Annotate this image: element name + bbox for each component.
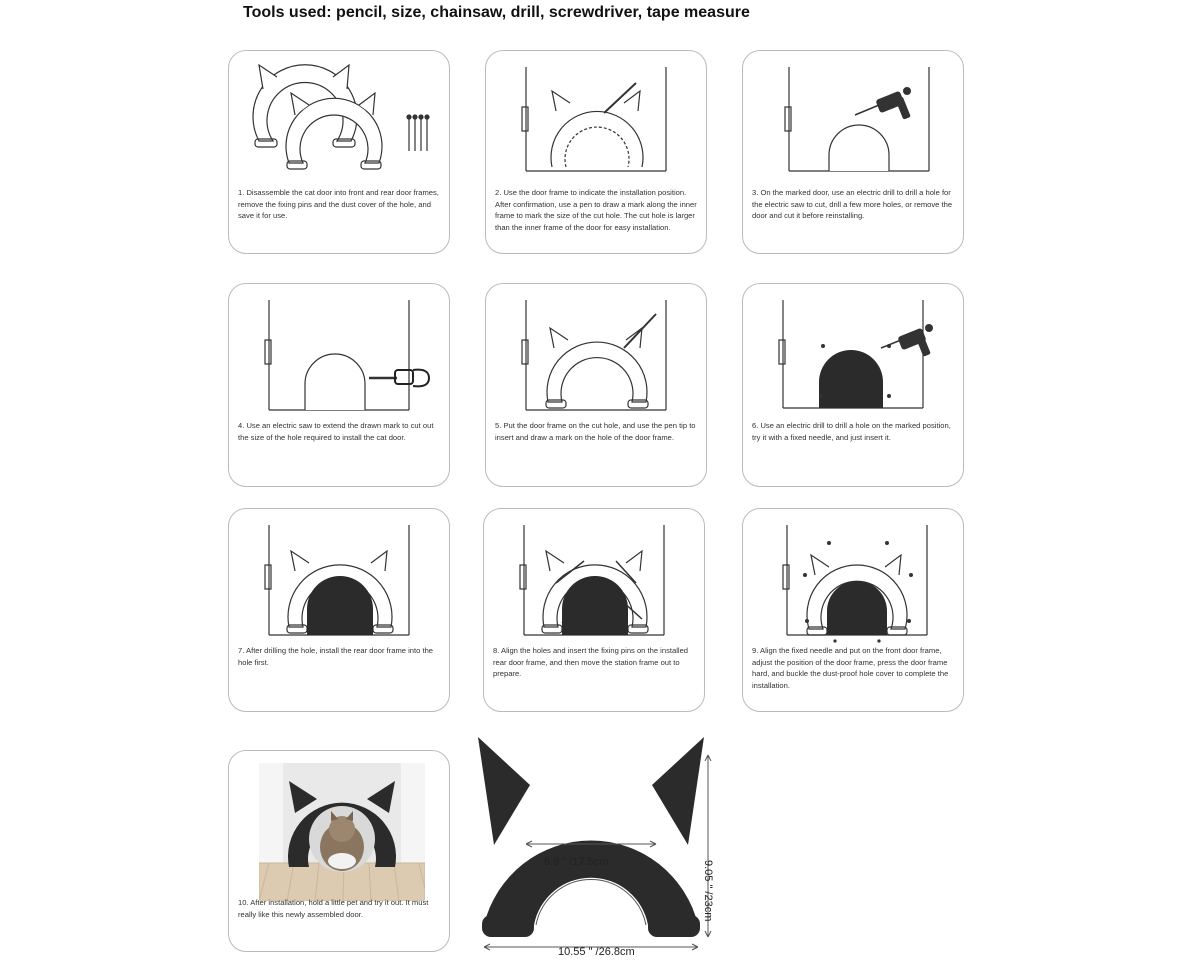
step-caption: 10. After installation, hold a little pet and try it out. It must really like this newly assembled door.: [238, 898, 429, 919]
step-caption: 7. After drilling the hole, install the rear door frame into the hole first.: [238, 646, 434, 667]
width-label: 10.55 " /26.8cm: [558, 946, 635, 958]
fixing-pins-illustration: [484, 509, 706, 649]
step-caption: 2. Use the door frame to indicate the installation position. After confirmation, use a pen to draw a mark along the inner frame to mark the size of the cut hole. The cut hole is larger than the inner frame of the door for easy installation.: [495, 188, 697, 232]
rear-frame-illustration: [229, 509, 451, 649]
step-card-2: [485, 50, 707, 254]
step-card-7: [228, 508, 450, 712]
product-dimension-drawing: [470, 725, 730, 965]
step-card-5: [485, 283, 707, 487]
frames-and-pins-illustration: [229, 51, 451, 191]
frame-mark-illustration: [486, 284, 708, 424]
front-frame-illustration: [743, 509, 965, 649]
installed-door-photo: [259, 763, 425, 901]
step-card-9: [742, 508, 964, 712]
step-card-1: [228, 50, 450, 254]
drilling-illustration: [743, 51, 965, 191]
step-caption: 5. Put the door frame on the cut hole, and use the pen tip to insert and draw a mark on the hole of the door frame.: [495, 421, 696, 442]
step-card-3: [742, 50, 964, 254]
pin-hole-illustration: [743, 284, 965, 424]
sawing-illustration: [229, 284, 451, 424]
height-label: 9.05 " /23cm: [702, 860, 714, 922]
step-caption: 6. Use an electric drill to drill a hole on the marked position, try it with a fixed needle, and just insert it.: [752, 421, 951, 442]
step-card-8: [483, 508, 705, 712]
step-card-6: [742, 283, 964, 487]
inner-width-label: 6.9 " /17.5cm: [544, 856, 609, 868]
page-title: Tools used: pencil, size, chainsaw, drill, screwdriver, tape measure: [243, 4, 750, 21]
step-caption: 3. On the marked door, use an electric drill to drill a hole for the electric saw to cut, drill a few more holes, or remove the door and cut it before reinstalling.: [752, 188, 953, 221]
step-caption: 8. Align the holes and insert the fixing pins on the installed rear door frame, and then move the station frame out to prepare.: [493, 646, 689, 679]
marking-illustration: [486, 51, 708, 191]
step-caption: 9. Align the fixed needle and put on the front door frame, adjust the position of the door frame, press the door frame hard, and buckle the dust-proof hole cover to complete the installation.: [752, 646, 949, 690]
step-caption: 4. Use an electric saw to extend the drawn mark to cut out the size of the hole required to install the cat door.: [238, 421, 434, 442]
step-card-10: [228, 750, 450, 952]
step-card-4: [228, 283, 450, 487]
step-caption: 1. Disassemble the cat door into front and rear door frames, remove the fixing pins and the dust cover of the hole, and save it for use.: [238, 188, 439, 221]
